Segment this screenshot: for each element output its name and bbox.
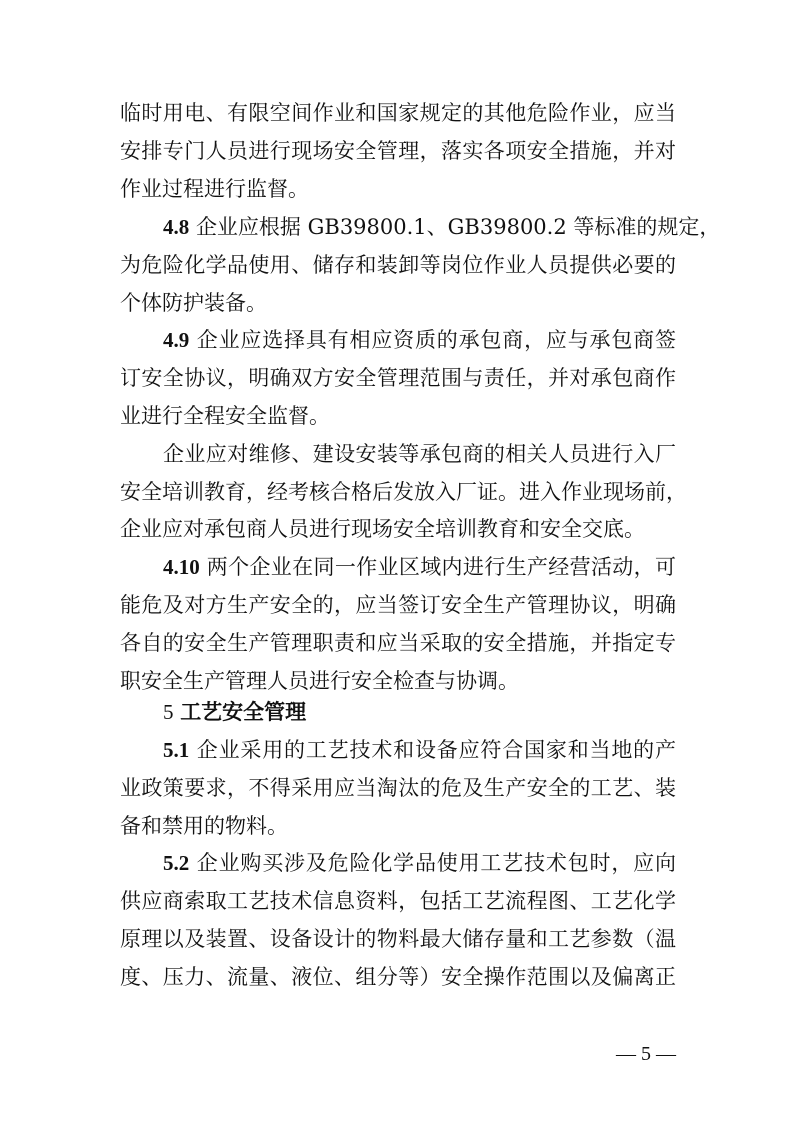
clause-number: 4.9 bbox=[163, 328, 190, 352]
paragraph-line bbox=[120, 289, 676, 317]
line-text: 作业过程进行监督。 bbox=[120, 177, 309, 201]
line-text: 企业应根据 GB39800.1、GB39800.2 等标准的规定， bbox=[195, 215, 721, 239]
line-text: 能危及对方生产安全的，应当签订安全生产管理协议，明确 bbox=[120, 593, 676, 617]
line-text: 企业应对维修、建设安装等承包商的相关人员进行入厂 bbox=[163, 442, 676, 466]
line-text: 供应商索取工艺技术信息资料，包括工艺流程图、工艺化学 bbox=[120, 889, 676, 913]
line-text: 临时用电、有限空间作业和国家规定的其他危险作业，应当 bbox=[120, 101, 676, 125]
paragraph-line bbox=[120, 364, 676, 392]
line-text: 安排专门人员进行现场安全管理，落实各项安全措施，并对 bbox=[120, 139, 676, 163]
clause-5-1-line bbox=[163, 736, 676, 764]
line-text: 为危险化学品使用、储存和装卸等岗位作业人员提供必要的 bbox=[120, 253, 676, 277]
paragraph-line bbox=[120, 251, 676, 279]
section-title: 工艺安全管理 bbox=[180, 699, 307, 724]
line-text: 业政策要求，不得采用应当淘汰的危及生产安全的工艺、装 bbox=[120, 776, 676, 800]
paragraph-line bbox=[120, 175, 676, 203]
section-heading bbox=[163, 698, 676, 726]
line-text: 原理以及装置、设备设计的物料最大储存量和工艺参数（温 bbox=[120, 927, 676, 951]
paragraph-line bbox=[120, 137, 676, 165]
section-number: 5 bbox=[163, 700, 174, 724]
line-text: 职安全生产管理人员进行安全检查与协调。 bbox=[120, 669, 519, 693]
line-text: 各自的安全生产管理职责和应当采取的安全措施，并指定专 bbox=[120, 631, 676, 655]
line-text: 个体防护装备。 bbox=[120, 291, 267, 315]
clause-4-10-line bbox=[163, 553, 676, 581]
paragraph-line bbox=[120, 812, 676, 840]
paragraph-line bbox=[120, 963, 676, 991]
line-text: 企业应对承包商人员进行现场安全培训教育和安全交底。 bbox=[120, 517, 645, 541]
paragraph-line bbox=[120, 887, 676, 915]
page-number: — 5 — bbox=[616, 1043, 676, 1065]
line-text: 业进行全程安全监督。 bbox=[120, 404, 330, 428]
clause-number: 4.10 bbox=[163, 555, 200, 579]
clause-number: 4.8 bbox=[163, 215, 190, 239]
line-text: 备和禁用的物料。 bbox=[120, 814, 288, 838]
clause-5-2-line bbox=[163, 849, 676, 877]
line-text: 企业采用的工艺技术和设备应符合国家和当地的产 bbox=[196, 738, 676, 762]
paragraph-line bbox=[120, 591, 676, 619]
clause-4-9-line bbox=[163, 326, 676, 354]
line-text: 度、压力、流量、液位、组分等）安全操作范围以及偏离正 bbox=[120, 965, 676, 989]
paragraph-line bbox=[120, 925, 676, 953]
line-text: 安全培训教育，经考核合格后发放入厂证。进入作业现场前， bbox=[120, 480, 687, 504]
paragraph-line bbox=[120, 515, 676, 543]
clause-number: 5.2 bbox=[163, 851, 190, 875]
line-text: 企业应选择具有相应资质的承包商，应与承包商签 bbox=[196, 328, 676, 352]
paragraph-line bbox=[120, 774, 676, 802]
clause-number: 5.1 bbox=[163, 738, 190, 762]
clause-4-8-line bbox=[163, 213, 721, 241]
paragraph-line bbox=[120, 402, 676, 430]
paragraph-line bbox=[120, 478, 687, 506]
paragraph-line bbox=[120, 629, 676, 657]
paragraph-line bbox=[163, 440, 676, 468]
paragraph-line bbox=[120, 667, 676, 695]
line-text: 订安全协议，明确双方安全管理范围与责任，并对承包商作 bbox=[120, 366, 676, 390]
paragraph-line bbox=[120, 99, 676, 127]
line-text: 两个企业在同一作业区域内进行生产经营活动，可 bbox=[206, 555, 676, 579]
line-text: 企业购买涉及危险化学品使用工艺技术包时，应向 bbox=[196, 851, 676, 875]
